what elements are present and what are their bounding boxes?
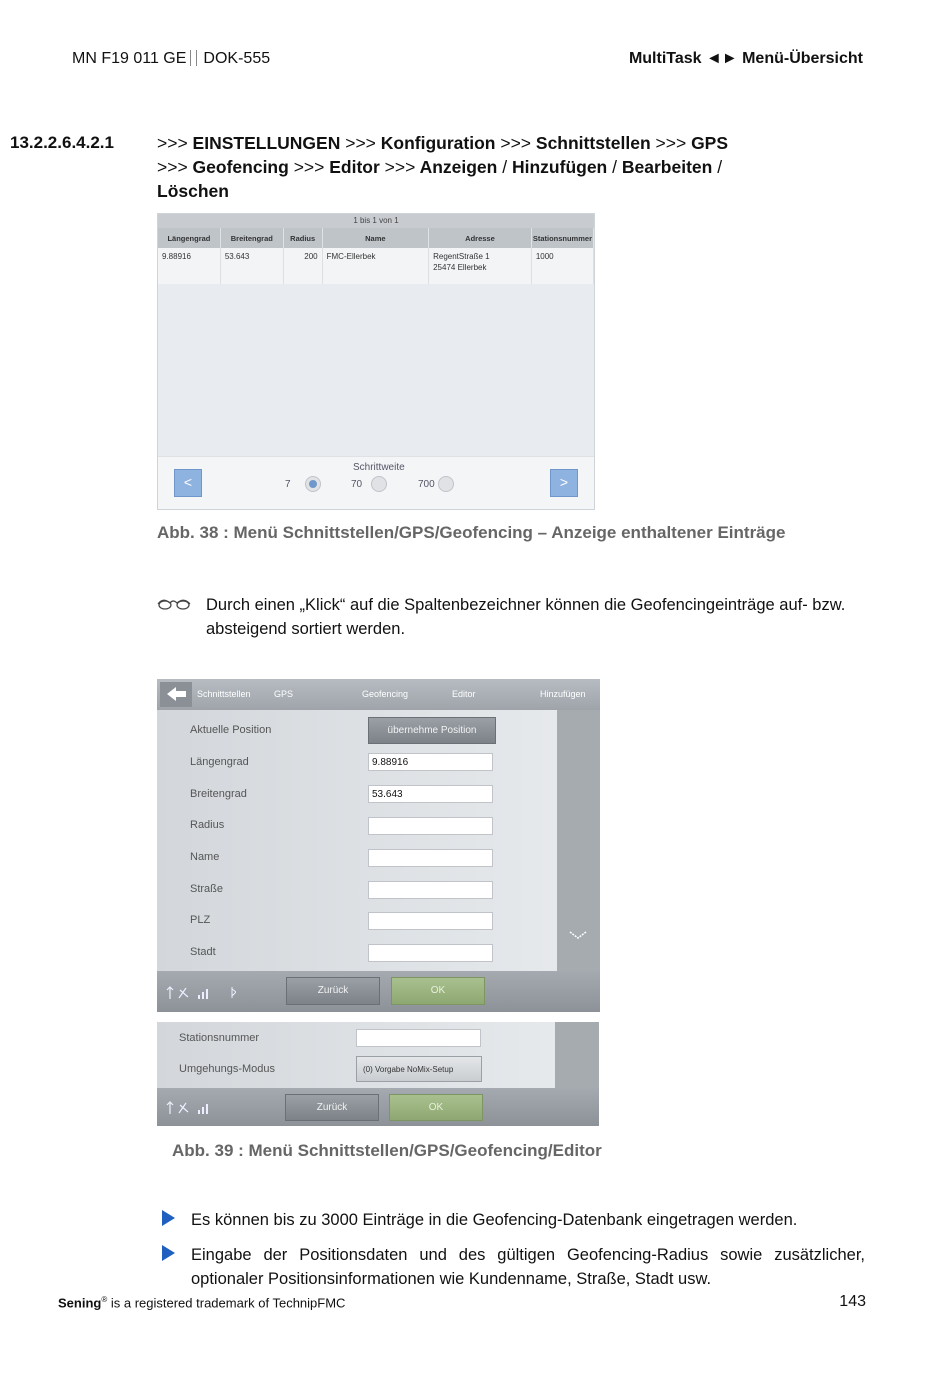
radius-input[interactable] — [368, 817, 493, 835]
step-option-70-radio[interactable] — [371, 476, 387, 492]
cell-adresse: RegentStraße 1 25474 Ellerbek — [429, 248, 532, 284]
stadt-input[interactable] — [368, 944, 493, 962]
umgebungs-modus-label: Umgehungs-Modus — [179, 1063, 275, 1075]
step-option-7-radio[interactable] — [305, 476, 321, 492]
geofencing-editor-screenshot — [157, 679, 600, 1012]
back-arrow-button[interactable] — [160, 682, 192, 707]
cell-radius: 200 — [283, 248, 322, 284]
cell-laengengrad: 9.88916 — [158, 248, 220, 284]
back-arrow-icon — [160, 682, 192, 707]
take-position-button[interactable]: übernehme Position — [368, 717, 496, 744]
header-separator — [190, 50, 197, 66]
sorting-note: Durch einen „Klick“ auf die Spaltenbezeichner können die Geofencingeinträge auf- bzw. absteigend sortiert werden. — [206, 596, 846, 638]
scroll-sidebar[interactable] — [557, 710, 600, 971]
column-header-adresse[interactable]: Adresse — [429, 228, 532, 248]
cell-breitengrad: 53.643 — [220, 248, 283, 284]
strasse-label: Straße — [190, 883, 224, 895]
status-bar — [157, 971, 600, 1012]
laengengrad-input[interactable]: 9.88916 — [368, 753, 493, 771]
umgebungs-modus-select[interactable]: (0) Vorgabe NoMix-Setup — [356, 1056, 482, 1082]
zurueck-button-2[interactable]: Zurück — [285, 1094, 379, 1121]
bullet-item: Es können bis zu 3000 Einträge in die Geofencing-Datenbank eingetragen werden. — [191, 1211, 798, 1229]
breitengrad-input[interactable]: 53.643 — [368, 785, 493, 803]
strasse-input[interactable] — [368, 881, 493, 899]
stationsnummer-label: Stationsnummer — [179, 1032, 260, 1044]
bullet-triangle-icon — [162, 1245, 175, 1261]
radius-label: Radius — [190, 819, 225, 831]
column-header-breitengrad[interactable]: Breitengrad — [220, 228, 283, 248]
breadcrumb — [157, 679, 600, 710]
step-size-label: Schrittweite — [353, 462, 405, 473]
plz-label: PLZ — [190, 914, 211, 926]
previous-page-button[interactable]: < — [174, 469, 202, 497]
breadcrumb-item-schnittstellen[interactable]: Schnittstellen — [197, 689, 251, 699]
bullet-item: Eingabe der Positionsdaten und des gültigen Geofencing-Radius sowie zusätzlicher, optionaler Positionsinformationen wie Kundenname, Straße, Stadt usw. — [191, 1246, 865, 1288]
glasses-icon-svg — [157, 595, 191, 611]
column-header-radius[interactable]: Radius — [283, 228, 322, 248]
plz-input[interactable] — [368, 912, 493, 930]
section-title: >>> EINSTELLUNGEN >>> Konfiguration >>> Schnittstellen >>> GPS >>> Geofencing >>> Editor >>> Anzeigen / Hinzufügen / Bearbeiten / Löschen — [157, 133, 729, 201]
breitengrad-label: Breitengrad — [190, 788, 247, 800]
figure-caption-39: Abb. 39 : Menü Schnittstellen/GPS/Geofencing/Editor — [172, 1141, 602, 1160]
laengengrad-label: Längengrad — [190, 756, 249, 768]
column-header-name[interactable]: Name — [322, 228, 428, 248]
glasses-icon — [157, 595, 191, 616]
name-input[interactable] — [368, 849, 493, 867]
step-option-700-radio[interactable] — [438, 476, 454, 492]
breadcrumb-item-hinzufuegen: Hinzufügen — [540, 689, 586, 699]
stationsnummer-input[interactable] — [356, 1029, 481, 1047]
step-option-70-label: 70 — [351, 479, 363, 490]
ok-button[interactable]: OK — [391, 977, 485, 1005]
status-icons-2 — [166, 1101, 216, 1117]
name-label: Name — [190, 851, 220, 863]
bullet-triangle-icon — [162, 1210, 175, 1226]
ok-button-2[interactable]: OK — [389, 1094, 483, 1121]
step-option-700-label: 700 — [418, 479, 435, 490]
page-number: 143 — [839, 1293, 866, 1310]
next-page-button[interactable]: > — [550, 469, 578, 497]
section-number: 13.2.2.6.4.2.1 — [10, 133, 114, 152]
breadcrumb-item-geofencing[interactable]: Geofencing — [362, 689, 409, 699]
step-option-7-label: 7 — [285, 479, 291, 490]
cell-stationsnummer: 1000 — [531, 248, 593, 284]
geofencing-table-screenshot — [157, 213, 595, 510]
stadt-label: Stadt — [190, 946, 216, 958]
table-pager-text: 1 bis 1 von 1 — [158, 214, 594, 228]
editor-form — [157, 710, 557, 971]
scroll-sidebar-2[interactable] — [555, 1022, 599, 1088]
table-paging-bar — [158, 456, 594, 510]
table-header-row — [158, 228, 594, 248]
figure-caption-38: Abb. 38 : Menü Schnittstellen/GPS/Geofencing – Anzeige enthaltener Einträge — [157, 523, 786, 542]
breadcrumb-item-editor[interactable]: Editor — [452, 689, 476, 699]
breadcrumb-item-gps[interactable]: GPS — [274, 689, 294, 699]
cell-name: FMC-Ellerbek — [322, 248, 428, 284]
column-header-stationsnummer[interactable]: Stationsnummer — [531, 228, 593, 248]
footer-trademark: Sening® is a registered trademark of TechnipFMC — [58, 1295, 346, 1311]
geofencing-editor-screenshot-2 — [157, 1022, 599, 1126]
signal-icons — [166, 986, 236, 1000]
signal-icons-2 — [166, 1101, 216, 1115]
header-doc-id: MN F19 011 GE DOK-555 — [72, 50, 271, 67]
scroll-down-icon — [557, 710, 600, 971]
geofencing-table — [158, 228, 594, 284]
aktuelle-position-label: Aktuelle Position — [190, 724, 272, 736]
table-row[interactable] — [158, 248, 594, 284]
status-bar-2 — [157, 1088, 599, 1126]
status-icons — [166, 986, 236, 1002]
column-header-laengengrad[interactable]: Längengrad — [158, 228, 220, 248]
header-section-title: MultiTask ◄► Menü-Übersicht — [628, 50, 863, 67]
editor-form-2 — [157, 1022, 555, 1088]
zurueck-button[interactable]: Zurück — [286, 977, 380, 1005]
